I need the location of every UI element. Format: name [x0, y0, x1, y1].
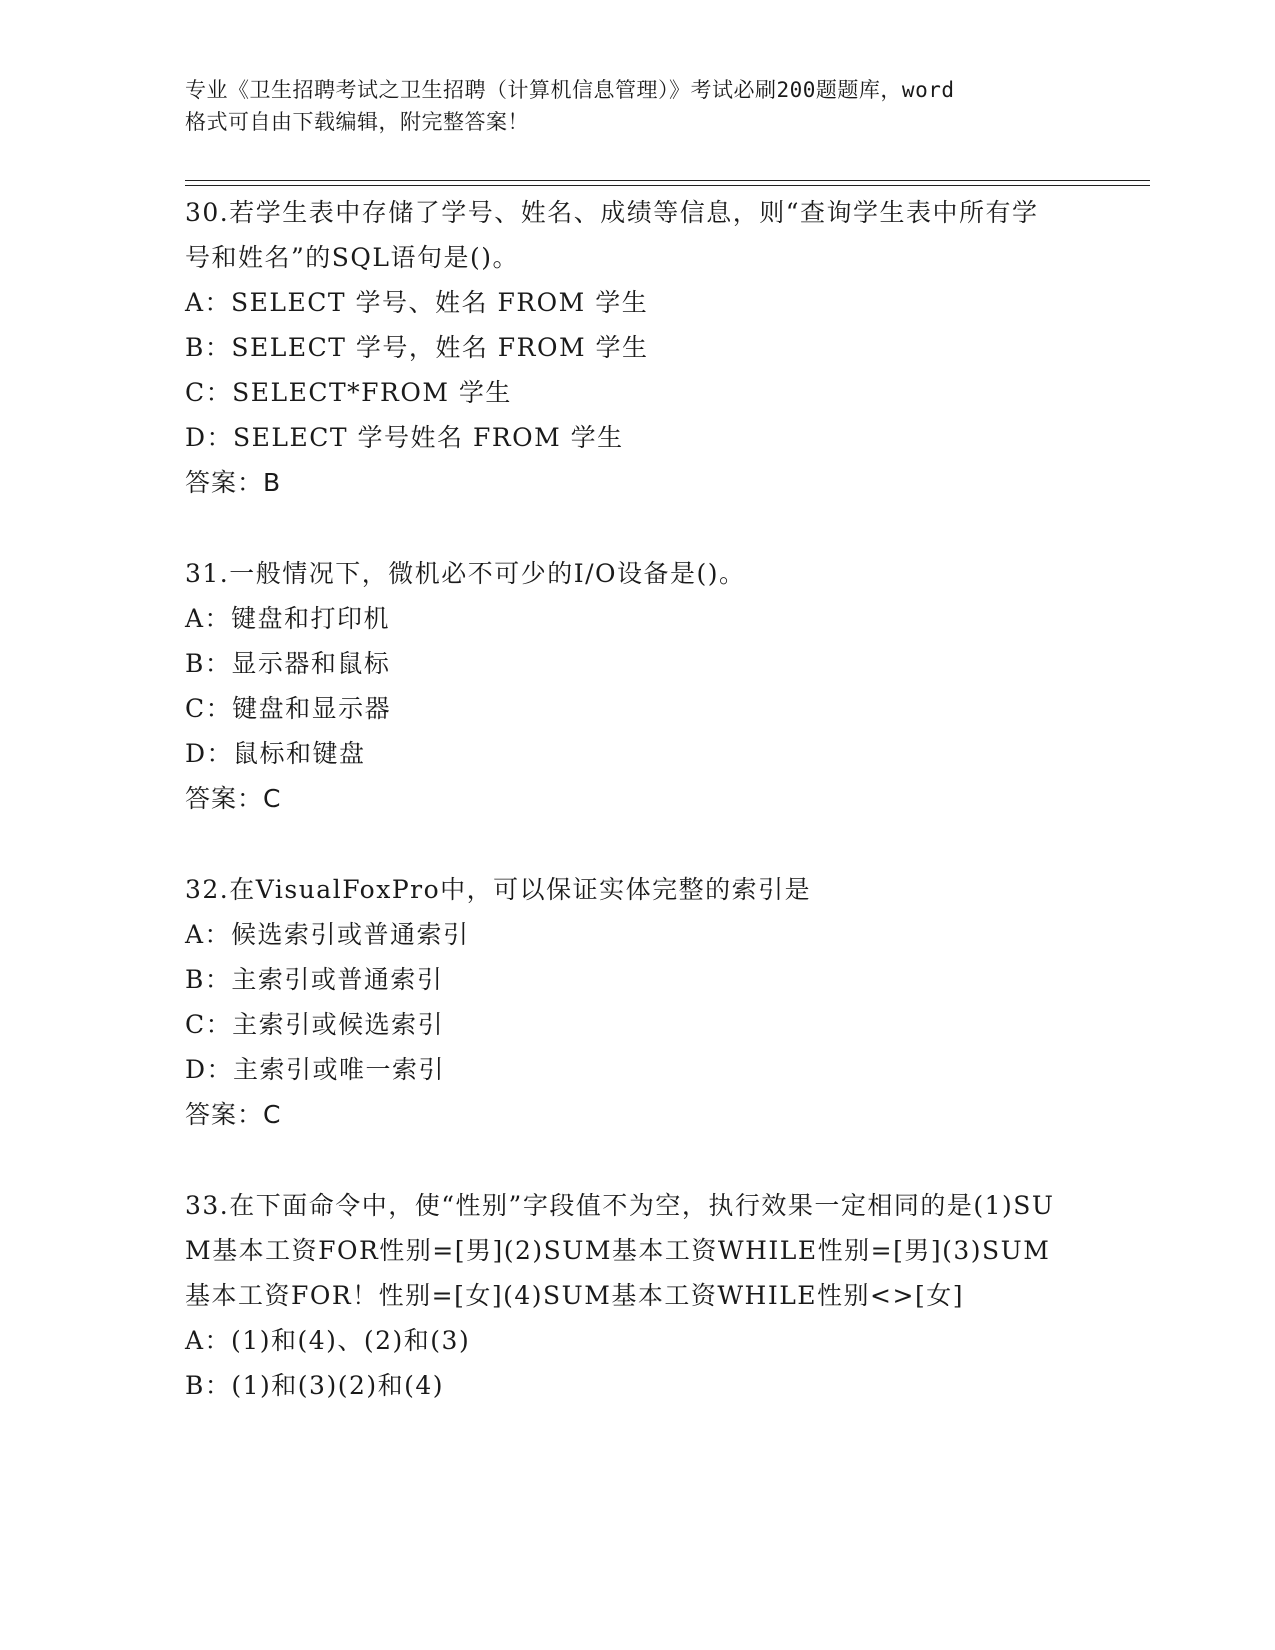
document-header [185, 74, 1085, 138]
option-b: B：显示器和鼠标 [185, 649, 391, 678]
question-stem: 31.一般情况下，微机必不可少的I/O设备是()。 [185, 559, 746, 588]
option-b: B：SELECT 学号，姓名 FROM 学生 [185, 333, 649, 362]
answer: 答案：C [185, 1100, 282, 1129]
option-c: C：SELECT*FROM 学生 [185, 378, 512, 407]
option-b: B：主索引或普通索引 [185, 965, 444, 994]
question-30 [185, 190, 1085, 505]
option-b: B：(1)和(3)(2)和(4) [185, 1371, 445, 1400]
option-c: C：主索引或候选索引 [185, 1010, 445, 1039]
answer: 答案：B [185, 468, 282, 497]
header-divider-top [185, 180, 1150, 181]
option-a: A：(1)和(4)、(2)和(3) [185, 1326, 471, 1355]
question-stem: 32.在VisualFoxPro中，可以保证实体完整的索引是 [185, 875, 812, 904]
header-line-1: 专业《卫生招聘考试之卫生招聘（计算机信息管理）》考试必刷200题题库，word [185, 78, 955, 102]
option-a: A：键盘和打印机 [185, 604, 391, 633]
option-d: D：主索引或唯一索引 [185, 1055, 446, 1084]
question-stem: 30.若学生表中存储了学号、姓名、成绩等信息，则“查询学生表中所有学号和姓名”的SQL语句是()。 [185, 198, 1039, 272]
answer: 答案：C [185, 784, 282, 813]
question-32 [185, 867, 1085, 1137]
question-list [185, 190, 1085, 1454]
option-d: D：SELECT 学号姓名 FROM 学生 [185, 423, 624, 452]
question-31 [185, 551, 1085, 821]
option-a: A：候选索引或普通索引 [185, 920, 470, 949]
option-a: A：SELECT 学号、姓名 FROM 学生 [185, 288, 649, 317]
option-c: C：键盘和显示器 [185, 694, 392, 723]
question-33 [185, 1183, 1085, 1408]
header-line-2: 格式可自由下载编辑，附完整答案！ [185, 110, 529, 134]
option-d: D：鼠标和键盘 [185, 739, 366, 768]
header-divider-bottom [185, 185, 1150, 186]
question-stem: 33.在下面命令中，使“性别”字段值不为空，执行效果一定相同的是(1)SUM基本工资FOR性别=[男](2)SUM基本工资WHILE性别=[男](3)SUM基本工资FOR！性别=[女](4)SUM基本工资WHILE性别<>[女] [185, 1191, 1055, 1310]
